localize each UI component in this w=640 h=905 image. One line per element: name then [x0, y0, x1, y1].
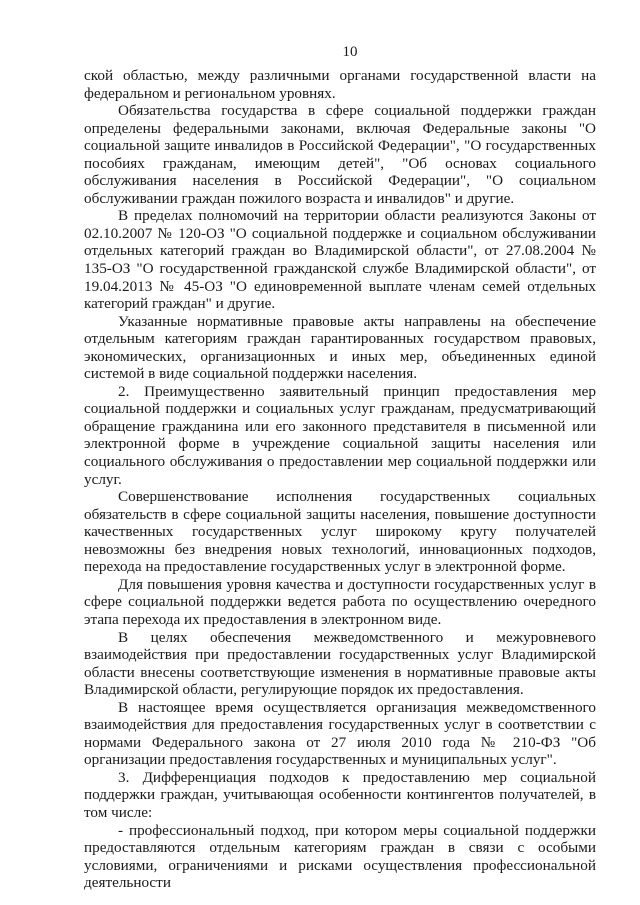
paragraph-8: В целях обеспечения межведомственного и межуровневого взаимодействия при предоставлении государственных услуг Владимирской области внесены соответствующие изменения в нормативные правовые акты Владимирской области, регулирующие порядок их предоставления. — [84, 628, 596, 699]
paragraph-3: В пределах полномочий на территории области реализуются Законы от 02.10.2007 № 120-ОЗ "О социальной поддержке и социальном обслуживании отдельных категорий граждан во Владимирской области", от 27.08.2004 № 135-ОЗ "О государственной гражданской службе Владимирской области", от 19.04.2013 № 45-ОЗ "О единовременной выплате членам семей отдельных категорий граждан" и другие. — [84, 207, 596, 313]
paragraph-7: Для повышения уровня качества и доступности государственных услуг в сфере социальной поддержки ведется работа по осуществлению очередного этапа перехода их предоставления в электронном виде. — [84, 575, 596, 628]
document-body — [84, 67, 596, 892]
paragraph-5: 2. Преимущественно заявительный принцип предоставления мер социальной поддержки и социальных услуг гражданам, предусматривающий обращение гражданина или его законного представителя в письменной или электронной форме в учреждение социальной защиты населения или социального обслуживания о предоставлении мер социальной поддержки или услуг. — [84, 382, 596, 488]
paragraph-2: Обязательства государства в сфере социальной поддержки граждан определены федеральными законами, включая Федеральные законы "О социальной защите инвалидов в Российской Федерации", "О государственных пособиях гражданам, имеющим детей", "Об основах социального обслуживания населения в Российской Федерации", "О социальном обслуживании граждан пожилого возраста и инвалидов" и другие. — [84, 102, 596, 207]
paragraph-1: ской областью, между различными органами государственной власти на федеральном и региональном уровнях. — [84, 67, 596, 102]
paragraph-6: Совершенствование исполнения государственных социальных обязательств в сфере социальной защиты населения, повышение доступности качественных государственных услуг широкому кругу получателей невозможны без внедрения новых технологий, инновационных подходов, перехода на предоставление государственных услуг в электронной форме. — [84, 488, 596, 576]
page-number: 10 — [342, 44, 358, 60]
paragraph-11: - профессиональный подход, при котором меры социальной поддержки предоставляются отдельным категориям граждан в связи с особыми условиями, ограничениями и рисками осуществления профессиональной деятельности — [84, 821, 596, 892]
paragraph-9: В настоящее время осуществляется организация межведомственного взаимодействия для предоставления государственных услуг в соответствии с нормами Федерального закона от 27 июля 2010 года № 210-ФЗ "Об организации предоставления государственных и муниципальных услуг". — [84, 698, 596, 769]
paragraph-10: 3. Дифференциация подходов к предоставлению мер социальной поддержки граждан, учитывающая особенности контингентов получателей, в том числе: — [84, 768, 596, 821]
paragraph-4: Указанные нормативные правовые акты направлены на обеспечение отдельным категориям граждан гарантированных государством правовых, экономических, организационных и иных мер, объединенных единой системой в виде социальной поддержки населения. — [84, 312, 596, 383]
